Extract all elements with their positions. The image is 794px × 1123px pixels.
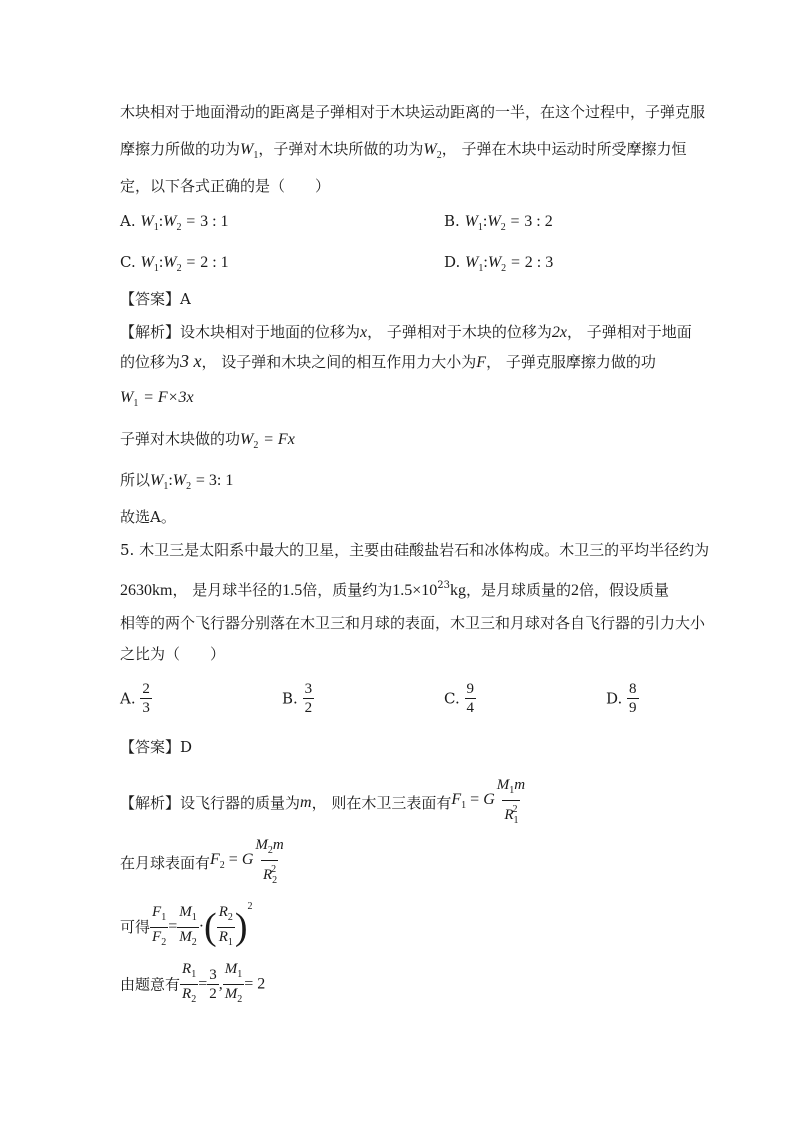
q5-analysis-line-2: 在月球表面有$F_2 = G$ $\frac{M_2m}{R_2^2}$ (120, 836, 286, 890)
q5-stem-line-1: 5. 木卫三是太阳系中最大的卫星，主要由硅酸盐岩石和冰体构成。木卫三的平均半径约为 (120, 541, 710, 559)
q4-option-c: C. $W_1:W_2 = 2$ : 1 (120, 253, 229, 274)
q4-analysis-line-5: 所以$W_1:W_2 = 3$: 1 (120, 471, 234, 492)
q5-analysis-line-4: 由题意有 $\frac{R_1}{R_2}$ = $\frac{3}{2}$ , $\frac{M_1}{M_2}$ = 2 (120, 960, 265, 1009)
q4-analysis-line-6: 故选A。 (120, 508, 176, 526)
q4-option-a: A. $W_1:W_2 = 3$ : 1 (120, 212, 229, 233)
q5-stem-line-2: 2630km， 是月球半径的1.5倍，质量约为$1.5\times 10^{23}kg$，是月球质量的2倍，假设质量 (120, 580, 670, 599)
q4-answer: 【答案】A (120, 290, 191, 308)
q4-stem-line-1: 木块相对于地面滑动的距离是子弹相对于木块运动距离的一半，在这个过程中，子弹克服 (120, 103, 706, 121)
q4-analysis-line-1: 【解析】设木块相对于地面的位移为x， 子弹相对于木块的位移为2x， 子弹相对于地面 (120, 323, 692, 341)
q5-analysis-line-1: 【解析】设飞行器的质量为m， 则在木卫三表面有$F_1 = G$ $\frac{M_1m}{R_1^2}$ (120, 776, 527, 830)
q4-analysis-line-4: 子弹对木块做的功$W_2 = Fx$ (120, 430, 295, 451)
q5-answer: 【答案】D (120, 738, 193, 756)
q4-stem-line-3: 定，以下各式正确的是（ ） (120, 177, 331, 195)
q4-stem-line-2: 摩擦力所做的功为$W_1$，子弹对木块所做的功为$W_2$， 子弹在木块中运动时所受摩擦力恒 (120, 140, 687, 161)
q4-analysis-line-2: 的位移为3 x， 设子弹和木块之间的相互作用力大小为F， 子弹克服摩擦力做的功 (120, 351, 656, 371)
q5-stem-line-4: 之比为（ ） (120, 645, 226, 663)
q4-work-eq-1: $W_1 = F\times 3x$ (120, 389, 194, 409)
q5-option-b: B. $\frac{3}{2}$ (282, 681, 313, 716)
q5-stem-line-3: 相等的两个飞行器分别落在木卫三和月球的表面，木卫三和月球对各自飞行器的引力大小 (120, 614, 706, 632)
q4-option-b: B. $W_1:W_2 = 3$ : 2 (444, 212, 553, 233)
q5-option-d: D. $\frac{8}{9}$ (606, 681, 637, 716)
q4-option-d: D. $W_1:W_2 = 2$ : 3 (444, 253, 554, 274)
q5-option-c: C. $\frac{9}{4}$ (444, 681, 474, 716)
q5-option-a: A. $\frac{2}{3}$ (120, 681, 150, 716)
q5-analysis-line-3: 可得 $\frac{F_1}{F_2}$ = $\frac{M_1}{M_2}$ ·( $\frac{R_2}{R_1}$ )$^2$ (120, 896, 253, 952)
